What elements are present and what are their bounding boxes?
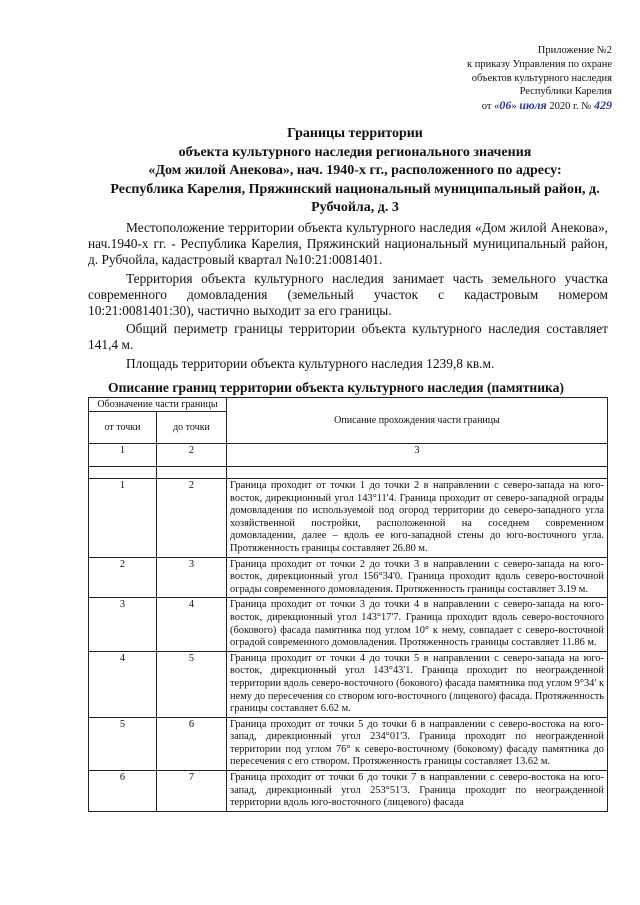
header-boundary-part: Обозначение части границы: [89, 398, 227, 412]
header-to-point: до точки: [157, 412, 227, 444]
date-month: июля: [519, 98, 547, 113]
paragraph-location: Местоположение территории объекта культурного наследия «Дом жилой Анекова», нач.1940-х гг. - Республика Карелия, Пряжинский национальный муниципальный район, д. Рубчойла, кадастровый квартал №10:21:0081401.: [88, 220, 608, 268]
appendix-line-3: объектов культурного наследия: [471, 72, 612, 84]
table-title: Описание границ территории объекта культурного наследия (памятника): [108, 380, 565, 395]
table-row: [89, 771, 608, 812]
from-point-cell: 1: [89, 479, 157, 558]
to-point-cell: 7: [157, 771, 227, 812]
description-cell: Граница проходит от точки 3 до точки 4 в направлении с северо-запада на юго-восток, дирекционный угол 143°17'7. Граница проходит вдоль северо-восточного (бокового) фасада памятника под углом 10° к нему, совпадает с северо-восточной оградой современного домовладения. Протяженность границы составляет 11.86 м.: [227, 598, 608, 651]
appendix-line-4: Республики Карелия: [519, 86, 612, 98]
to-point-cell: 3: [157, 557, 227, 598]
to-point-cell: 6: [157, 717, 227, 770]
description-cell: Граница проходит от точки 5 до точки 6 в направлении с северо-востока на юго-запад, дирекционный угол 234°01'3. Граница проходит по неогражденной территории под углом 76° к северо-восточному (боковому) фасаду памятника до пересечения с его створом. Протяженность границы составляет 13.62 м.: [227, 717, 608, 770]
order-number: 429: [594, 98, 612, 113]
header-from-point: от точки: [89, 412, 157, 444]
table-row: [89, 717, 608, 770]
document-title: [90, 125, 620, 218]
to-point-cell: 2: [157, 479, 227, 558]
from-point-cell: 5: [89, 717, 157, 770]
index-cell: 3: [227, 444, 608, 467]
table-row: [89, 598, 608, 651]
description-cell: Граница проходит от точки 4 до точки 5 в направлении с северо-запада на юго-восток, дирекционный угол 143°43'1. Граница проходит по неогражденной территории вдоль северо-восточного (бокового) фасада памятника под углом 9°34' к нему до пересечения со створом юго-восточного (лицевого) фасада. Протяженность границы составляет 6.62 м.: [227, 651, 608, 717]
to-point-cell: 4: [157, 598, 227, 651]
description-cell: Граница проходит от точки 1 до точки 2 в направлении с северо-запада на юго-восток, дирекционный угол 143°11'4. Граница проходит от северо-западной ограды домовладения по используемой под огород территории до северо-западного угла хозяйственной постройки, расположенной на соседнем современном домовладении, далее – вдоль ее юго-западной стены до юго-восточного угла. Протяженность границы составляет 26.80 м.: [227, 479, 608, 558]
title-line-5: Рубчойла, д. 3: [311, 200, 399, 215]
paragraph-territory: Территория объекта культурного наследия занимает часть земельного участка современного домовладения (земельный участок с кадастровым номером 10:21:0081401:30), частично выходит за его границы.: [88, 270, 608, 319]
index-cell: 2: [157, 444, 227, 467]
from-point-cell: 3: [89, 598, 157, 651]
title-line-1: Границы территории: [287, 126, 423, 141]
body-text: [88, 220, 608, 374]
from-point-cell: 2: [89, 557, 157, 598]
date-day: 06: [499, 98, 512, 113]
table-row: [89, 479, 608, 558]
title-line-4: Республика Карелия, Пряжинский национальный муниципальный район, д.: [110, 181, 600, 197]
appendix-date-line: [382, 99, 612, 114]
from-point-cell: 4: [89, 651, 157, 717]
table-spacer-row: [89, 467, 608, 479]
appendix-block: [382, 44, 612, 114]
date-year: 2020 г. №: [549, 101, 592, 113]
header-description: Описание прохождения части границы: [227, 398, 608, 444]
appendix-line-2: к приказу Управления по охране: [467, 58, 612, 70]
date-mid: »: [511, 101, 517, 113]
appendix-line-1: Приложение №2: [537, 45, 612, 56]
description-cell: Граница проходит от точки 6 до точки 7 в направлении с северо-востока на юго-запад, дирекционный угол 253°51'3. Граница проходит по неогражденной территории вдоль юго-восточного (лицевого) фасада: [227, 771, 608, 812]
title-line-3: «Дом жилой Анекова», нач. 1940-х гг., расположенного по адресу:: [148, 163, 562, 178]
boundary-table: [88, 397, 608, 812]
table-index-row: [89, 444, 608, 467]
date-prefix: от «: [481, 101, 500, 113]
table-row: [89, 557, 608, 598]
description-cell: Граница проходит от точки 2 до точки 3 в направлении с северо-запада на юго-восток, дирекционный угол 156°34'0. Граница проходит вдоль северо-восточной ограды современного домовладения. Протяженность границы составляет 3.19 м.: [227, 557, 608, 598]
index-cell: 1: [89, 444, 157, 467]
table-row: [89, 651, 608, 717]
paragraph-perimeter: Общий периметр границы территории объекта культурного наследия составляет 141,4 м.: [88, 321, 608, 353]
paragraph-area: Площадь территории объекта культурного наследия 1239,8 кв.м.: [126, 355, 495, 371]
from-point-cell: 6: [89, 771, 157, 812]
to-point-cell: 5: [157, 651, 227, 717]
title-line-2: объекта культурного наследия регионального значения: [178, 144, 532, 160]
